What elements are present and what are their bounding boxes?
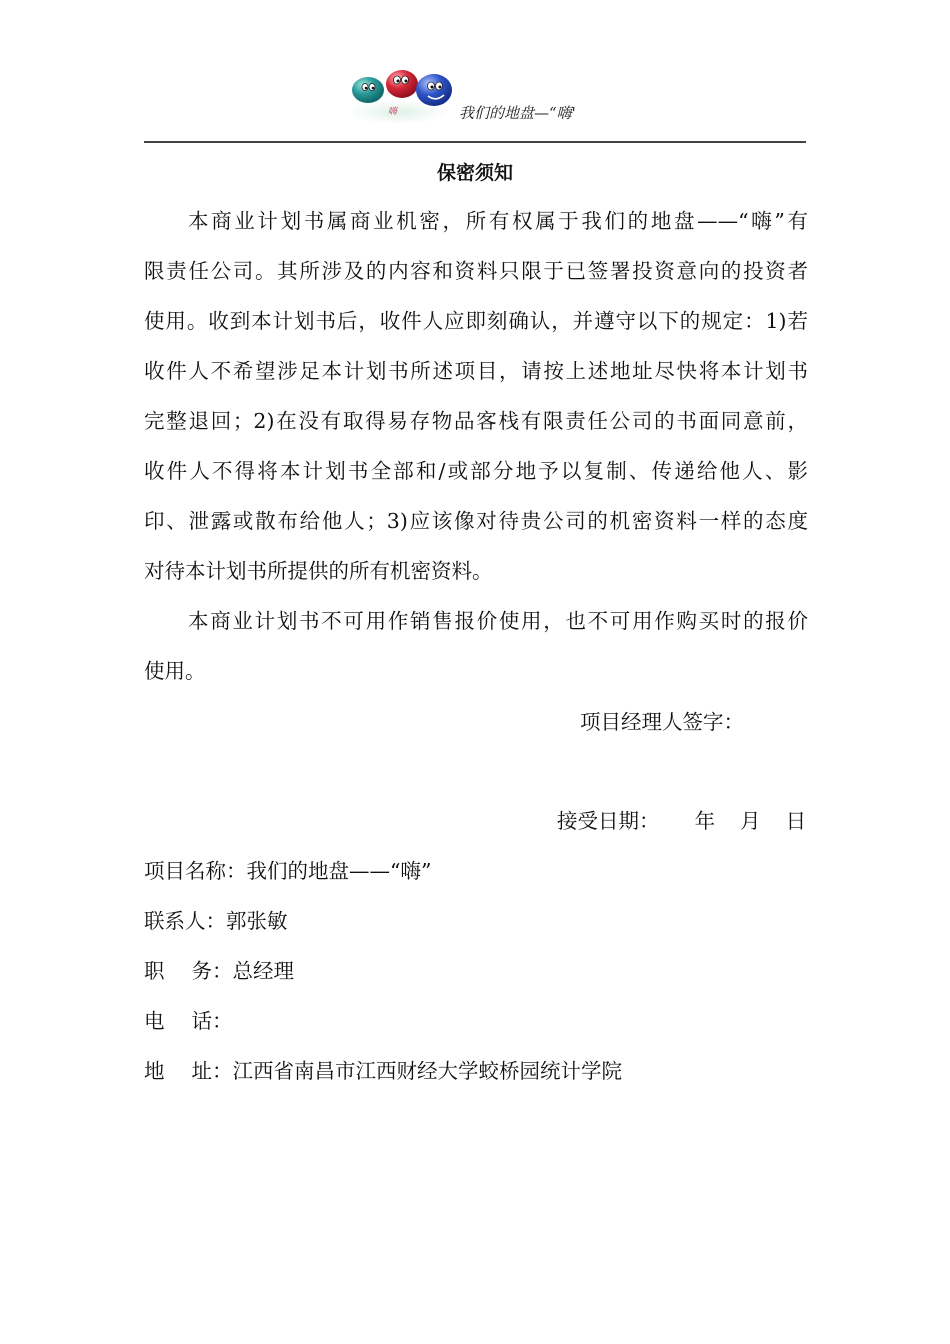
text-line: 收件人不希望涉足本计划书所述项目，请按上述地址尽快将本计划书 (144, 359, 808, 383)
text-line: 对待本计划书所提供的所有机密资料。 (144, 559, 493, 583)
position-label: 职 务： (144, 959, 233, 983)
manager-signature-label: 项目经理人签字： (580, 710, 744, 734)
project-name-value: 我们的地盘——“嗨” (246, 859, 432, 883)
text-line: 印、泄露或散布给他人；3)应该像对待贵公司的机密资料一样的态度 (144, 509, 808, 533)
project-name-label: 项目名称： (144, 859, 247, 883)
paragraph-usage (144, 596, 808, 696)
text-line: 本商业计划书属商业机密，所有权属于我们的地盘——“嗨”有 (188, 209, 808, 233)
receive-date-label: 接受日期： (557, 809, 660, 833)
project-info (144, 846, 622, 1096)
text-line: 限责任公司。其所涉及的内容和资料只限于已签署投资意向的投资者 (144, 259, 808, 283)
info-row-contact (144, 896, 622, 946)
info-row-project (144, 846, 622, 896)
svg-text:嗨: 嗨 (388, 107, 398, 117)
receive-date (557, 804, 806, 834)
phone-label: 电 话： (144, 1009, 233, 1033)
page-title: 保密须知 (436, 162, 513, 184)
address-value: 江西省南昌市江西财经大学蛟桥园统计学院 (232, 1059, 623, 1083)
paragraph-confidentiality (144, 196, 808, 596)
info-row-position (144, 946, 622, 996)
info-row-address (144, 1046, 622, 1096)
text-line: 使用。收到本计划书后，收件人应即刻确认，并遵守以下的规定：1)若 (144, 309, 808, 333)
three-smiling-balls-logo-icon (348, 68, 456, 126)
receive-date-value: 年 月 日 (694, 809, 807, 833)
text-line: 使用。 (144, 659, 206, 683)
address-label: 地 址： (144, 1059, 233, 1083)
header-divider (144, 141, 806, 143)
text-line: 收件人不得将本计划书全部和/或部分地予以复制、传递给他人、影 (144, 459, 808, 483)
info-row-phone (144, 996, 622, 1046)
text-line: 本商业计划书不可用作销售报价使用，也不可用作购买时的报价 (188, 609, 808, 633)
contact-value: 郭张敏 (226, 909, 288, 933)
contact-label: 联系人： (144, 909, 226, 933)
page-header (0, 0, 950, 150)
confidentiality-notice-body (144, 196, 808, 696)
text-line: 完整退回；2)在没有取得易存物品客栈有限责任公司的书面同意前， (144, 409, 808, 433)
position-value: 总经理 (232, 959, 295, 983)
header-slogan: 我们的地盘—“嗨' (459, 104, 576, 122)
